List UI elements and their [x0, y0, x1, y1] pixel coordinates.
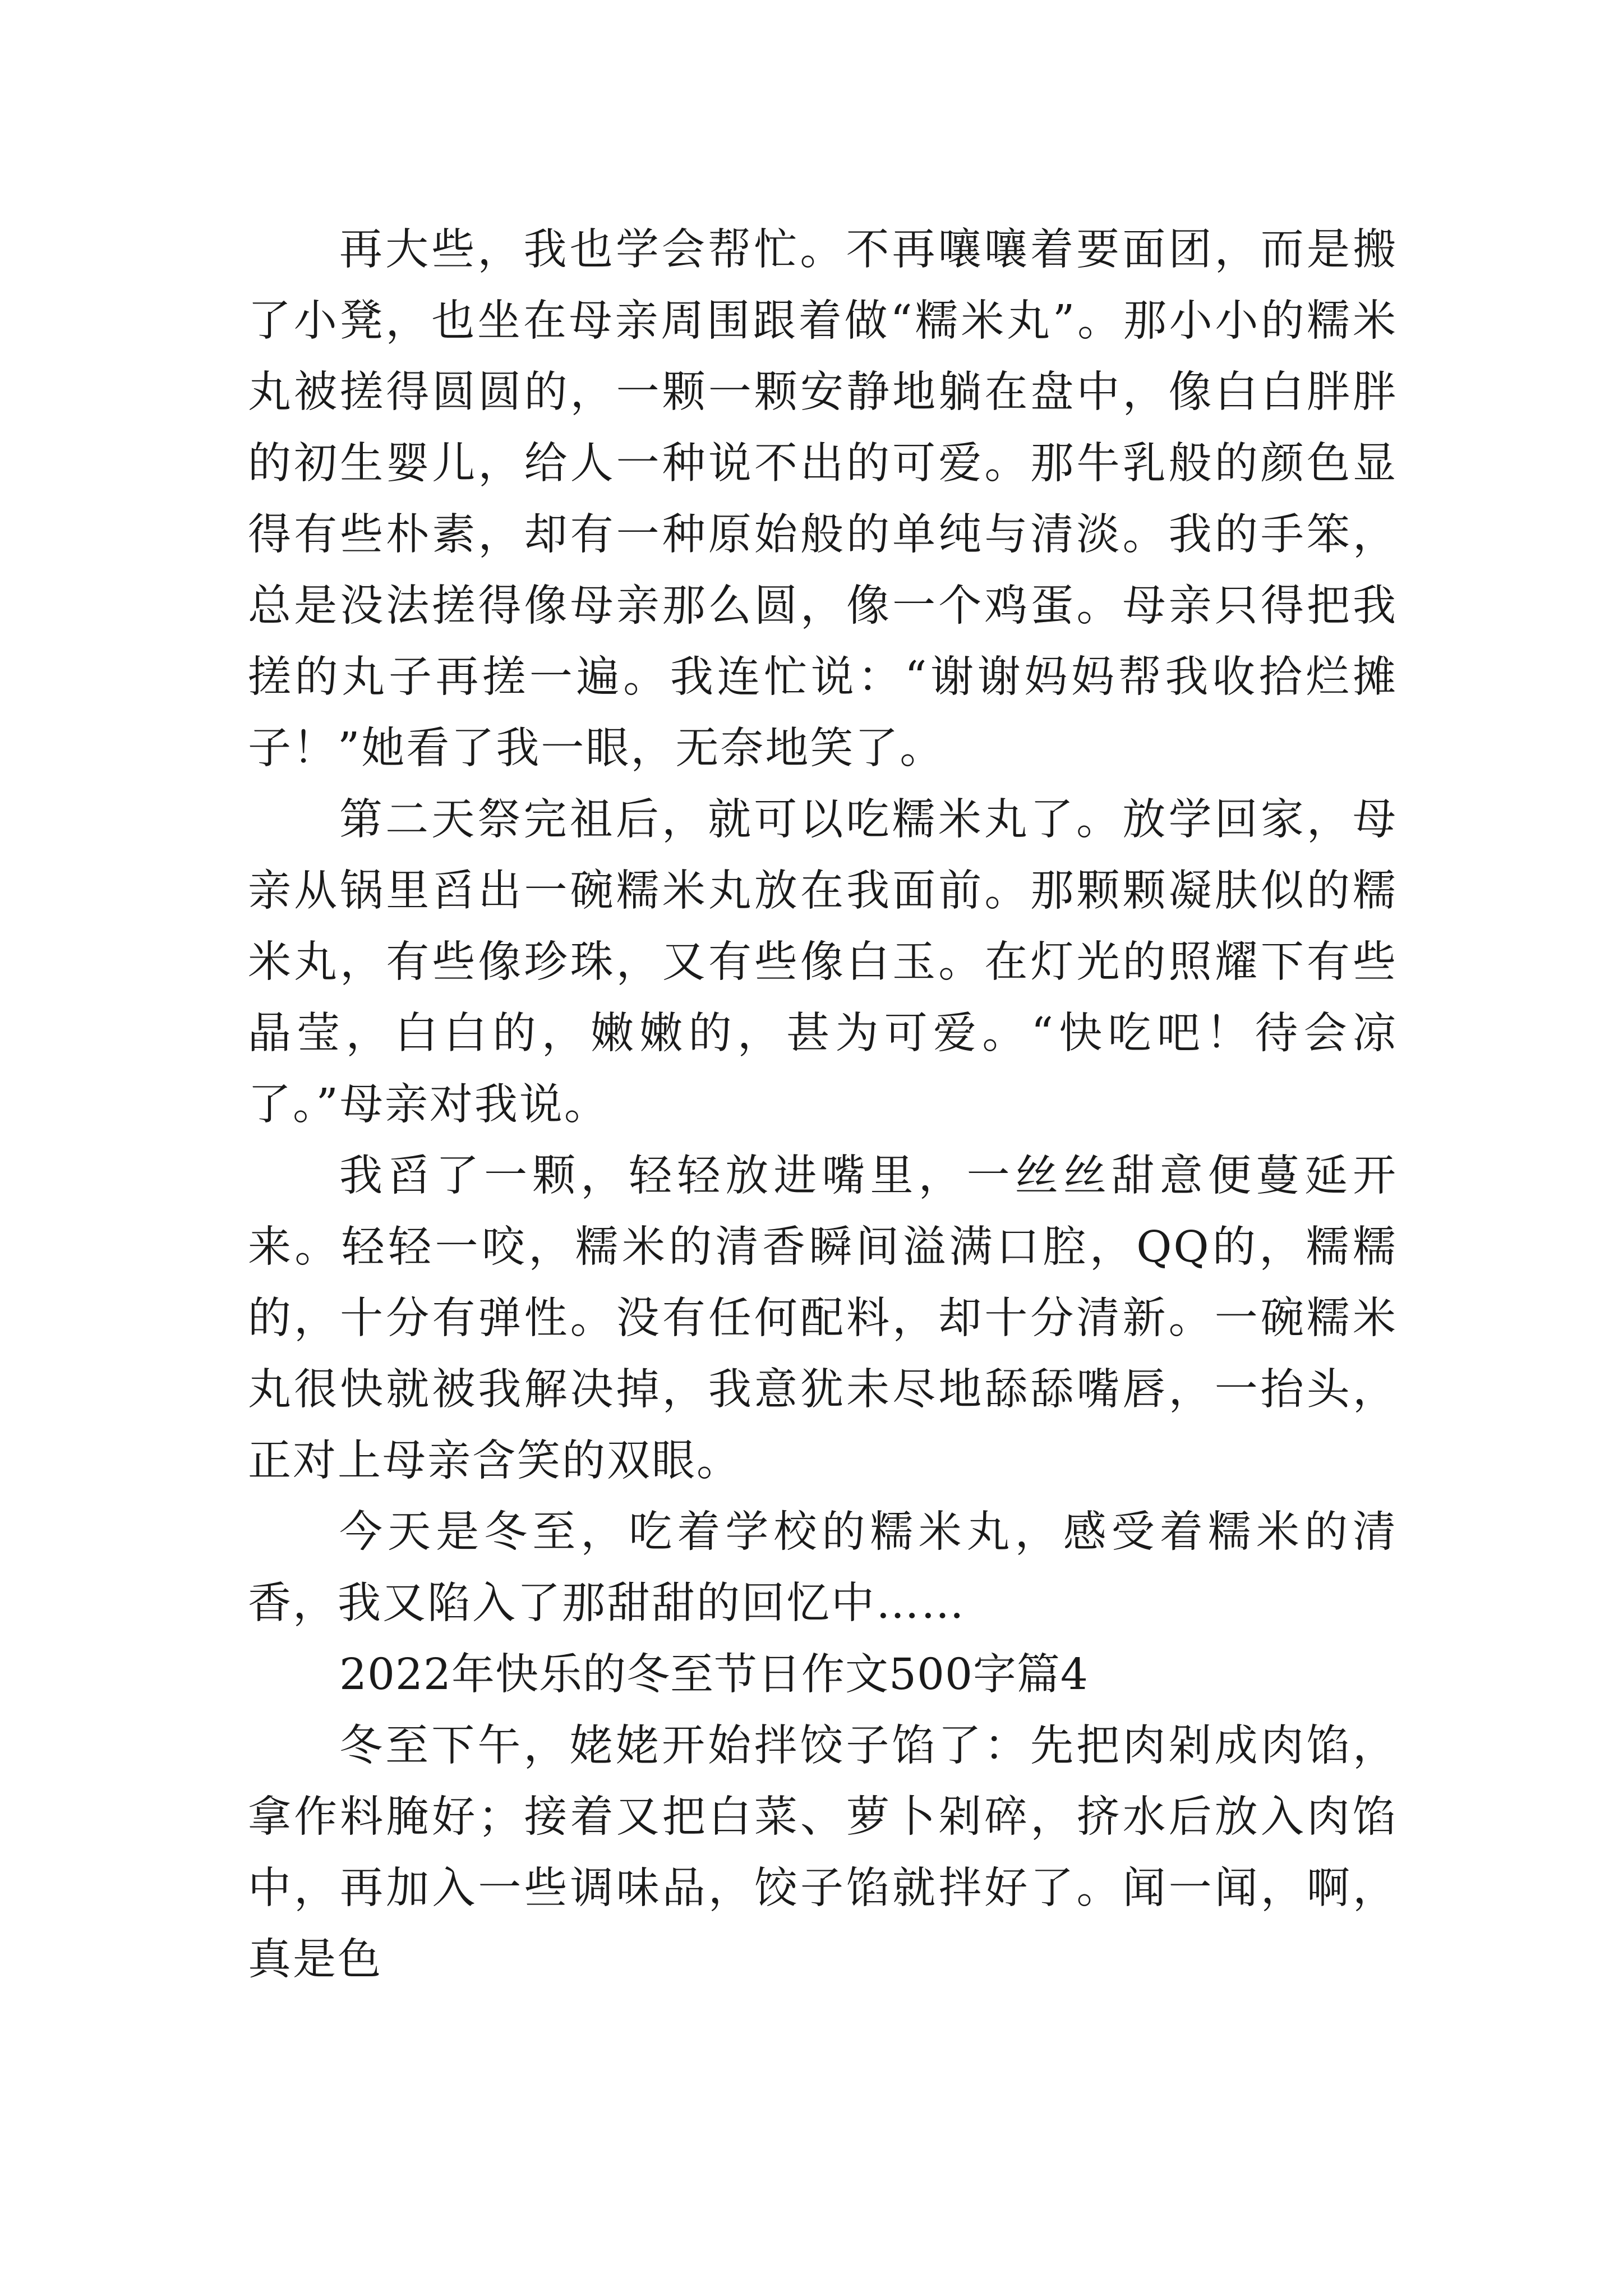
document-body — [248, 214, 1398, 1995]
section-title: 2022年快乐的冬至节日作文500字篇4 — [339, 1650, 1089, 1700]
paragraph: 第二天祭完祖后，就可以吃糯米丸了。放学回家，母亲从锅里舀出一碗糯米丸放在我面前。那颗颗凝肤似的糯米丸，有些像珍珠，又有些像白玉。在灯光的照耀下有些晶莹，白白的，嫩嫩的，甚为可爱。“快吃吧！待会凉了。”母亲对我说。 — [248, 795, 1398, 1130]
paragraph: 我舀了一颗，轻轻放进嘴里，一丝丝甜意便蔓延开来。轻轻一咬，糯米的清香瞬间溢满口腔，QQ的，糯糯的，十分有弹性。没有任何配料，却十分清新。一碗糯米丸很快就被我解决掉，我意犹未尽地舔舔嘴唇，一抬头，正对上母亲含笑的双眼。 — [248, 1151, 1398, 1486]
paragraph: 今天是冬至，吃着学校的糯米丸，感受着糯米的清香，我又陷入了那甜甜的回忆中…… — [248, 1507, 1398, 1628]
paragraph: 冬至下午，姥姥开始拌饺子馅了：先把肉剁成肉馅，拿作料腌好；接着又把白菜、萝卜剁碎，挤水后放入肉馅中，再加入一些调味品，饺子馅就拌好了。闻一闻，啊，真是色 — [248, 1721, 1398, 1985]
paragraph: 再大些，我也学会帮忙。不再嚷嚷着要面团，而是搬了小凳，也坐在母亲周围跟着做“糯米丸”。那小小的糯米丸被搓得圆圆的，一颗一颗安静地躺在盘中，像白白胖胖的初生婴儿，给人一种说不出的可爱。那牛乳般的颜色显得有些朴素，却有一种原始般的单纯与清淡。我的手笨，总是没法搓得像母亲那么圆，像一个鸡蛋。母亲只得把我搓的丸子再搓一遍。我连忙说：“谢谢妈妈帮我收拾烂摊子！”她看了我一眼，无奈地笑了。 — [248, 225, 1398, 774]
